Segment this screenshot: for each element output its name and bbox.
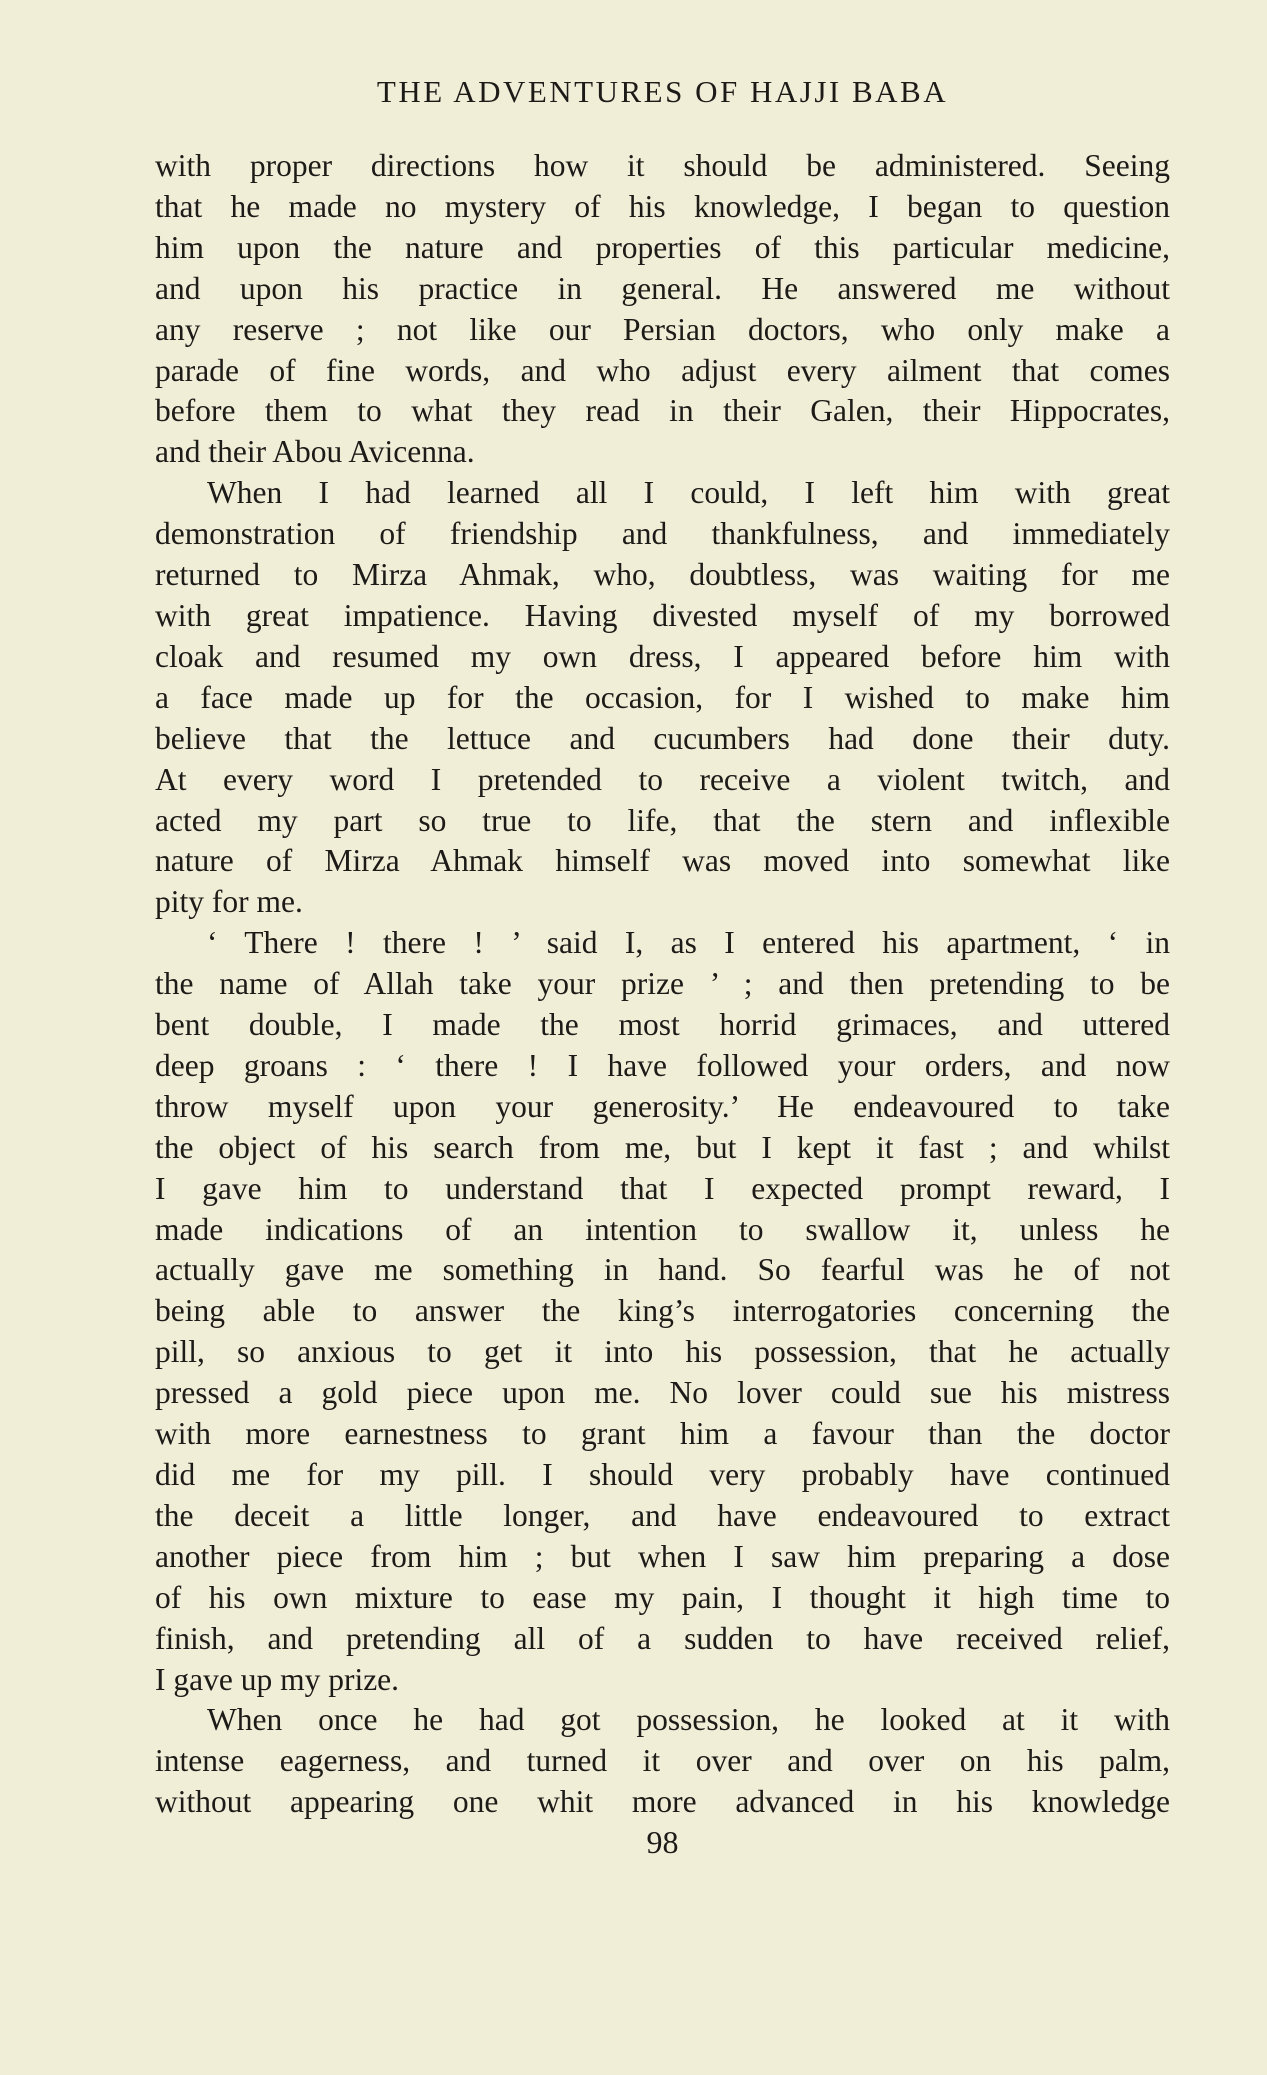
text-line: and upon his practice in general. He answered me without	[155, 270, 1170, 306]
text-line: a face made up for the occasion, for I wished to make him	[155, 679, 1170, 715]
text-line: When I had learned all I could, I left him with great	[207, 475, 1170, 511]
text-line: believe that the lettuce and cucumbers had done their duty.	[155, 720, 1170, 756]
text-line: intense eagerness, and turned it over and over on his palm,	[155, 1743, 1170, 1779]
text-line: with proper directions how it should be administered. Seeing	[155, 148, 1170, 183]
text-line: deep groans : ‘ there ! I have followed your orders, and now	[155, 1047, 1170, 1083]
text-line: another piece from him ; but when I saw him preparing a dose	[155, 1538, 1170, 1574]
text-line: the object of his search from me, but I kept it fast ; and whilst	[155, 1129, 1170, 1165]
text-line: demonstration of friendship and thankfulness, and immediately	[155, 516, 1170, 552]
text-line: ‘ There ! there ! ’ said I, as I entered his apartment, ‘ in	[207, 925, 1170, 961]
text-line: without appearing one whit more advanced in his knowledge	[155, 1784, 1170, 1820]
text-line: being able to answer the king’s interrogatories concerning the	[155, 1293, 1170, 1329]
text-line: bent double, I made the most horrid grimaces, and uttered	[155, 1007, 1170, 1043]
body-text	[155, 146, 1170, 1823]
page-number: 98	[646, 1824, 679, 1860]
text-line: before them to what they read in their Galen, their Hippocrates,	[155, 393, 1170, 429]
text-line: returned to Mirza Ahmak, who, doubtless, was waiting for me	[155, 557, 1170, 593]
text-line: cloak and resumed my own dress, I appeared before him with	[155, 638, 1170, 674]
text-line: of his own mixture to ease my pain, I thought it high time to	[155, 1579, 1170, 1615]
text-line: pity for me.	[155, 884, 303, 920]
running-head: THE ADVENTURES OF HAJJI BABA	[376, 74, 949, 109]
text-line: and their Abou Avicenna.	[155, 434, 475, 470]
text-line: When once he had got possession, he looked at it with	[207, 1702, 1170, 1738]
text-line: pill, so anxious to get it into his possession, that he actually	[155, 1334, 1170, 1370]
text-line: with great impatience. Having divested myself of my borrowed	[155, 597, 1170, 633]
text-line: did me for my pill. I should very probably have continued	[155, 1457, 1170, 1492]
text-line: acted my part so true to life, that the stern and inflexible	[155, 802, 1170, 838]
text-line: the deceit a little longer, and have endeavoured to extract	[155, 1497, 1170, 1533]
text-line: made indications of an intention to swallow it, unless he	[155, 1211, 1170, 1247]
text-line: any reserve ; not like our Persian doctors, who only make a	[155, 311, 1170, 347]
text-line: At every word I pretended to receive a violent twitch, and	[155, 761, 1170, 797]
text-line: nature of Mirza Ahmak himself was moved into somewhat like	[155, 843, 1170, 879]
text-line: I gave him to understand that I expected prompt reward, I	[155, 1170, 1170, 1206]
text-line: him upon the nature and properties of this particular medicine,	[155, 229, 1170, 265]
text-line: that he made no mystery of his knowledge, I began to question	[155, 188, 1170, 224]
text-line: finish, and pretending all of a sudden to have received relief,	[155, 1620, 1170, 1656]
text-line: parade of fine words, and who adjust every ailment that comes	[155, 352, 1170, 388]
text-line: pressed a gold piece upon me. No lover could sue his mistress	[155, 1375, 1170, 1411]
text-line: I gave up my prize.	[155, 1661, 400, 1697]
text-line: throw myself upon your generosity.’ He endeavoured to take	[155, 1088, 1170, 1124]
text-line: with more earnestness to grant him a favour than the doctor	[155, 1416, 1170, 1452]
text-line: actually gave me something in hand. So fearful was he of not	[155, 1252, 1170, 1288]
text-line: the name of Allah take your prize ’ ; and then pretending to be	[155, 966, 1170, 1002]
